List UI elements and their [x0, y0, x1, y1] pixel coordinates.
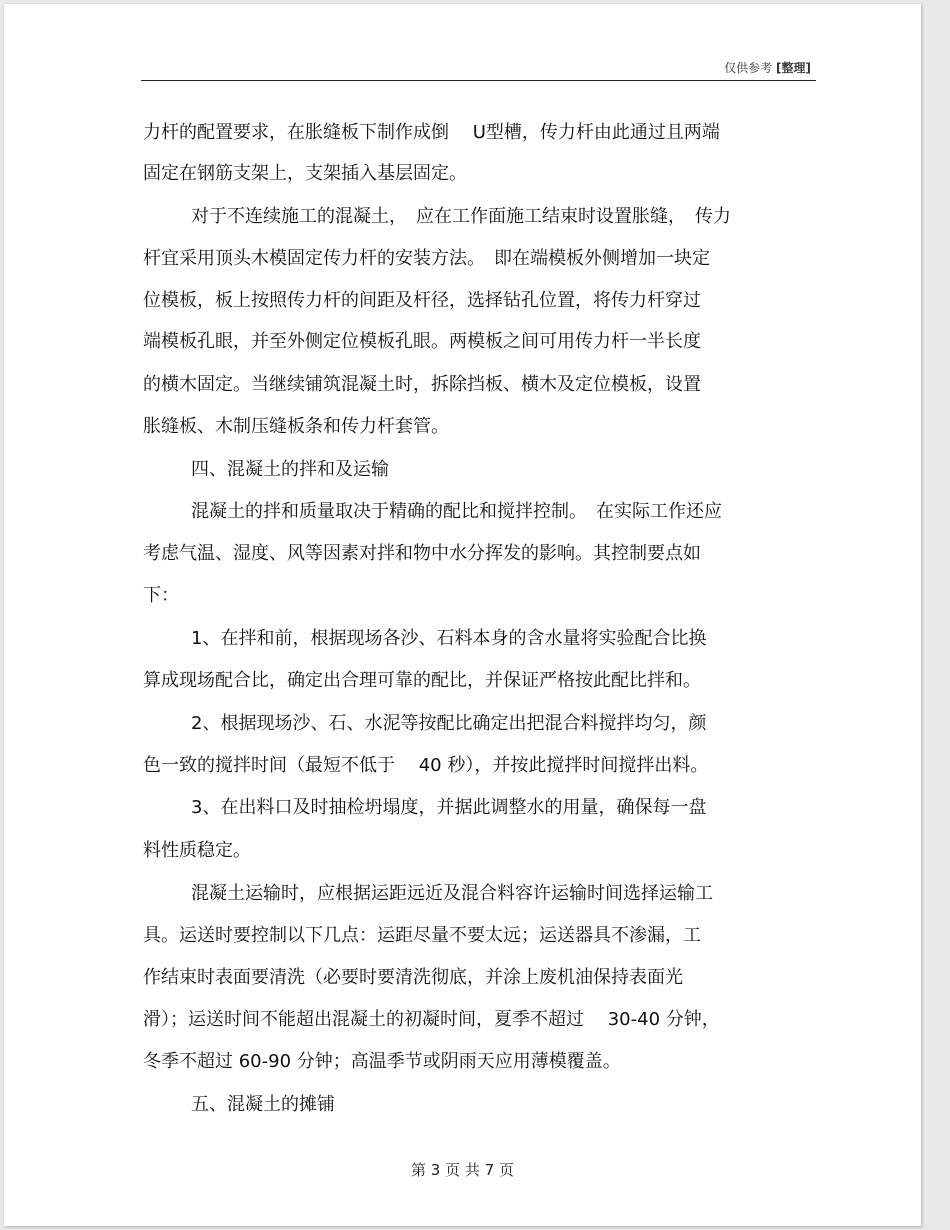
- body-line: 色一致的搅拌时间（最短不低于 40 秒），并按此搅拌时间搅拌出料。: [143, 755, 709, 776]
- body-line: 滑）；运送时间不能超出混凝土的初凝时间，夏季不超过 30-40 分钟，: [143, 1009, 720, 1030]
- header-bracket-close: ]: [805, 61, 811, 75]
- body-line: 1、在拌和前，根据现场各沙、石料本身的含水量将实验配合比换: [191, 628, 707, 649]
- body-line: 料性质稳定。: [143, 840, 251, 861]
- body-line: 考虑气温、湿度、风等因素对拌和物中水分挥发的影响。其控制要点如: [143, 543, 701, 564]
- body-line: 杆宜采用顶头木模固定传力杆的安装方法。 即在端模板外侧增加一块定: [143, 248, 710, 269]
- body-line: 3、在出料口及时抽检坍塌度，并据此调整水的用量，确保每一盘: [191, 797, 707, 818]
- body-line: 胀缝板、木制压缝板条和传力杆套管。: [143, 416, 449, 437]
- page-header: [724, 59, 811, 76]
- footer-total-pages: 7: [484, 1161, 495, 1179]
- body-line: 2、根据现场沙、石、水泥等按配比确定出把混合料搅拌均匀，颜: [191, 713, 707, 734]
- header-note: 仅供参考: [724, 61, 773, 75]
- body-line: 的横木固定。当继续铺筑混凝土时，拆除挡板、横木及定位模板，设置: [143, 374, 701, 395]
- body-line: 固定在钢筋支架上，支架插入基层固定。: [143, 163, 467, 184]
- body-line: 位模板，板上按照传力杆的间距及杆径，选择钻孔位置，将传力杆穿过: [143, 290, 701, 311]
- body-line: 对于不连续施工的混凝土， 应在工作面施工结束时设置胀缝， 传力: [191, 206, 731, 227]
- footer-prefix: 第: [410, 1161, 426, 1179]
- body-line: 算成现场配合比，确定出合理可靠的配比，并保证严格按此配比拌和。: [143, 670, 701, 691]
- body-line: 具。运送时要控制以下几点：运距尽量不要太远；运送器具不渗漏，工: [143, 925, 701, 946]
- page-footer: [4, 1159, 921, 1180]
- section-heading: 五、混凝土的摊铺: [191, 1094, 335, 1115]
- body-line: 端模板孔眼，并至外侧定位模板孔眼。两模板之间可用传力杆一半长度: [143, 331, 701, 352]
- section-heading: 四、混凝土的拌和及运输: [191, 459, 389, 480]
- body-line: 下：: [143, 585, 179, 606]
- body-line: 混凝土的拌和质量取决于精确的配比和搅拌控制。 在实际工作还应: [191, 501, 722, 522]
- header-tag: 整理: [781, 61, 806, 75]
- footer-mid: 页 共: [445, 1161, 480, 1179]
- footer-suffix: 页: [499, 1161, 515, 1179]
- body-line: 冬季不超过 60-90 分钟；高温季节或阴雨天应用薄模覆盖。: [143, 1051, 621, 1072]
- header-bracket-open: [: [776, 61, 782, 75]
- footer-current-page: 3: [430, 1161, 441, 1179]
- body-line: 混凝土运输时，应根据运距远近及混合料容许运输时间选择运输工: [191, 883, 713, 904]
- body-line: 作结束时表面要清洗（必要时要清洗彻底，并涂上废机油保持表面光: [143, 967, 683, 988]
- header-rule: [141, 80, 816, 81]
- body-line: 力杆的配置要求，在胀缝板下制作成倒 U型槽，传力杆由此通过且两端: [143, 122, 720, 143]
- document-page: [4, 4, 921, 1226]
